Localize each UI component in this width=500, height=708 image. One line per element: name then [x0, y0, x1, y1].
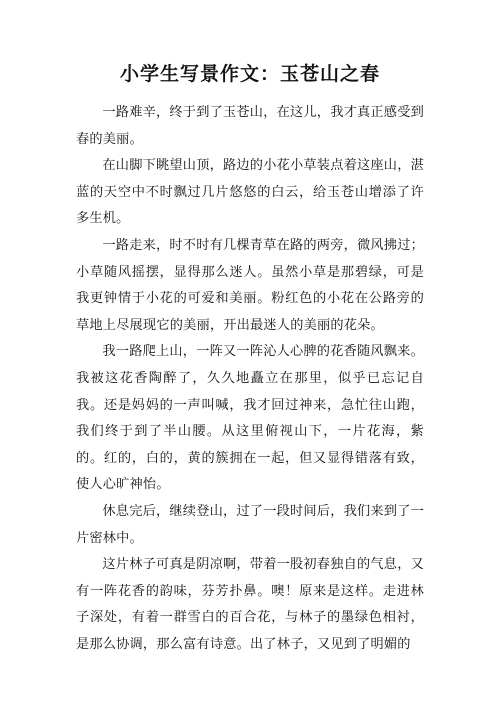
paragraph-1: 一路难辛，终于到了玉苍山，在这儿，我才真正感受到春的美丽。	[76, 105, 424, 147]
paragraph-4: 我一路爬上山，一阵又一阵沁人心脾的花香随风飘来。我被这花香陶醉了，久久地矗立在那里，似乎已忘记自我。还是妈妈的一声叫喊，我才回过神来，急忙往山跑，我们终于到了半山腰。从这里俯视山下，一片花海，紫的。红的，白的，黄的簇拥在一起，但又显得错落有致，使人心旷神怡。	[76, 344, 424, 493]
document-title: 小学生写景作文：玉苍山之春	[119, 63, 380, 85]
paragraph-3: 一路走来，时不时有几棵青草在路的两旁，微风拂过；小草随风摇摆，显得那么迷人。虽然小草是那碧绿，可是我更钟情于小花的可爱和美丽。粉红色的小花在公路旁的草地上尽展现它的美丽，开出最迷人的美丽的花朵。	[76, 237, 424, 333]
paragraph-6: 这片林子可真是阴凉啊，带着一股初春独自的气息，又有一阵花香的韵味，芬芳扑鼻。噢！原来是这样。走进林子深处，有着一群雪白的百合花，与林子的墨绿色相衬，是那么协调，那么富有诗意。出了林子，又见到了明媚的	[76, 557, 424, 652]
paragraph-5: 休息完后，继续登山，过了一段时间后，我们来到了一片密林中。	[76, 503, 424, 546]
paragraph-2: 在山脚下眺望山顶，路边的小花小草装点着这座山，湛蓝的天空中不时飘过几片悠悠的白云，给玉苍山增添了许多生机。	[76, 158, 424, 227]
